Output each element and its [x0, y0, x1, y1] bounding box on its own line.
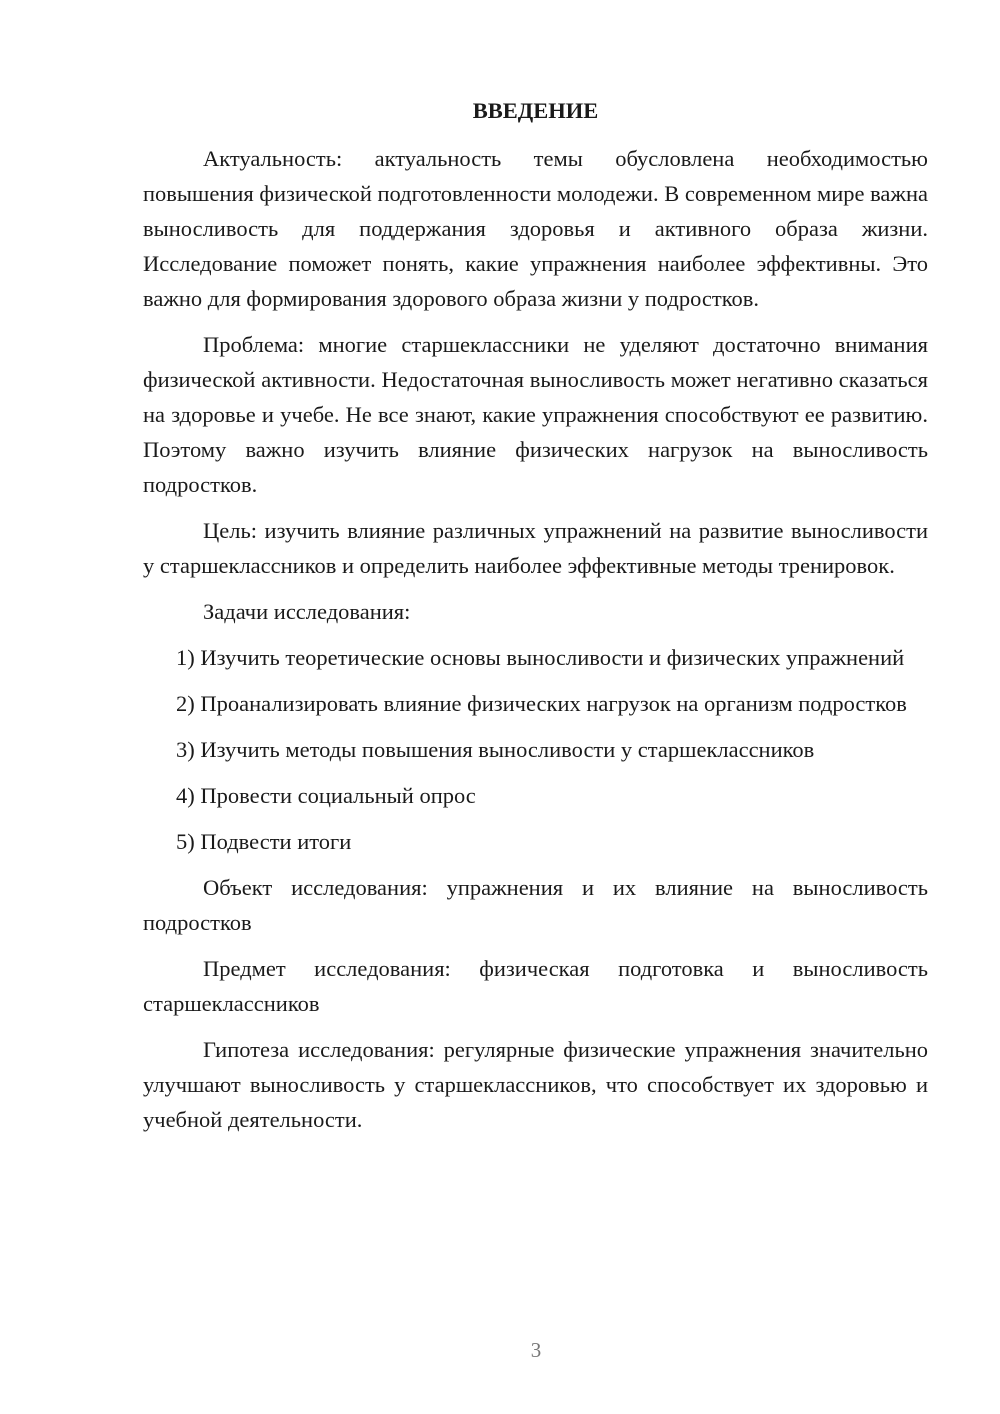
subject-paragraph: Предмет исследования: физическая подготовка и выносливость старшеклассников	[143, 956, 928, 1016]
task-item-5: 5) Подвести итоги	[176, 829, 352, 854]
page-content	[143, 94, 928, 1148]
hypothesis-paragraph: Гипотеза исследования: регулярные физические упражнения значительно улучшают выносливость у старшеклассников, что способствует их здоровью и учебной деятельности.	[143, 1037, 928, 1132]
tasks-heading: Задачи исследования:	[203, 599, 411, 624]
object-paragraph: Объект исследования: упражнения и их влияние на выносливость подростков	[143, 875, 928, 935]
goal-paragraph: Цель: изучить влияние различных упражнений на развитие выносливости у старшеклассников и определить наиболее эффективные методы тренировок.	[143, 518, 928, 578]
task-item-4: 4) Провести социальный опрос	[176, 783, 476, 808]
task-item-2: 2) Проанализировать влияние физических нагрузок на организм подростков	[176, 691, 907, 716]
section-title: ВВЕДЕНИЕ	[472, 98, 599, 123]
relevance-paragraph: Актуальность: актуальность темы обусловлена необходимостью повышения физической подготовленности молодежи. В современном мире важна выносливость для поддержания здоровья и активного образа жизни. Исследование поможет понять, какие упражнения наиболее эффективны. Это важно для формирования здорового образа жизни у подростков.	[143, 146, 928, 311]
task-item-3: 3) Изучить методы повышения выносливости у старшеклассников	[176, 737, 815, 762]
task-item-1: 1) Изучить теоретические основы выносливости и физических упражнений	[176, 645, 905, 670]
problem-paragraph: Проблема: многие старшеклассники не уделяют достаточно внимания физической активности. Недостаточная выносливость может негативно сказаться на здоровье и учебе. Не все знают, какие упражнения способствуют ее развитию. Поэтому важно изучить влияние физических нагрузок на выносливость подростков.	[143, 332, 928, 497]
page-number: 3	[530, 1338, 542, 1362]
